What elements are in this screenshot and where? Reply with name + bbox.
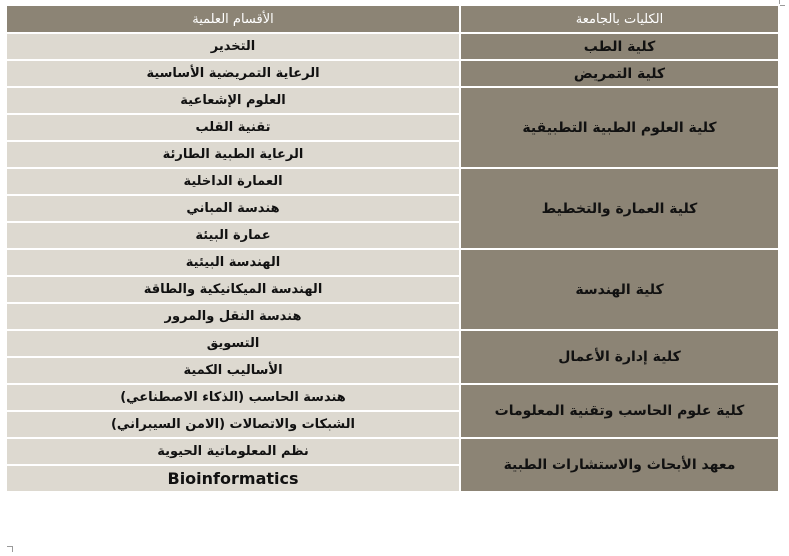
department-cell: الرعاية الطبية الطارئة: [6, 141, 460, 168]
department-cell: العمارة الداخلية: [6, 168, 460, 195]
department-cell: هندسة النقل والمرور: [6, 303, 460, 330]
table-row: [6, 249, 779, 276]
college-cell: كلية الطب: [460, 33, 779, 60]
department-cell: هندسة الحاسب (الذكاء الاصطناعي): [6, 384, 460, 411]
college-cell: معهد الأبحاث والاستشارات الطبية: [460, 438, 779, 492]
department-cell: الأساليب الكمية: [6, 357, 460, 384]
department-cell: الهندسة الميكانيكية والطاقة: [6, 276, 460, 303]
faculties-table: [5, 4, 780, 493]
department-cell-latin: Bioinformatics: [6, 465, 460, 492]
department-cell: هندسة المباني: [6, 195, 460, 222]
department-cell: العلوم الإشعاعية: [6, 87, 460, 114]
department-cell: تقنية القلب: [6, 114, 460, 141]
table-row: [6, 60, 779, 87]
college-cell: كلية التمريض: [460, 60, 779, 87]
table-row: [6, 168, 779, 195]
header-departments: الأقسام العلمية: [6, 5, 460, 33]
department-cell: نظم المعلوماتية الحيوية: [6, 438, 460, 465]
college-cell: كلية إدارة الأعمال: [460, 330, 779, 384]
college-cell: كلية العمارة والتخطيط: [460, 168, 779, 249]
department-cell: عمارة البيئة: [6, 222, 460, 249]
table-row: [6, 33, 779, 60]
header-colleges: الكليات بالجامعة: [460, 5, 779, 33]
table-row: [6, 330, 779, 357]
page-corner-mark-bottom-left: [7, 546, 13, 552]
department-cell: التخدير: [6, 33, 460, 60]
college-cell: كلية علوم الحاسب وتقنية المعلومات: [460, 384, 779, 438]
department-cell: الرعاية التمريضية الأساسية: [6, 60, 460, 87]
college-cell: كلية الهندسة: [460, 249, 779, 330]
table-row: [6, 438, 779, 465]
table-row: [6, 384, 779, 411]
department-cell: الهندسة البيئية: [6, 249, 460, 276]
college-cell: كلية العلوم الطبية التطبيقية: [460, 87, 779, 168]
department-cell: التسويق: [6, 330, 460, 357]
table-row: [6, 87, 779, 114]
table-header-row: [6, 5, 779, 33]
department-cell: الشبكات والاتصالات (الامن السيبراني): [6, 411, 460, 438]
